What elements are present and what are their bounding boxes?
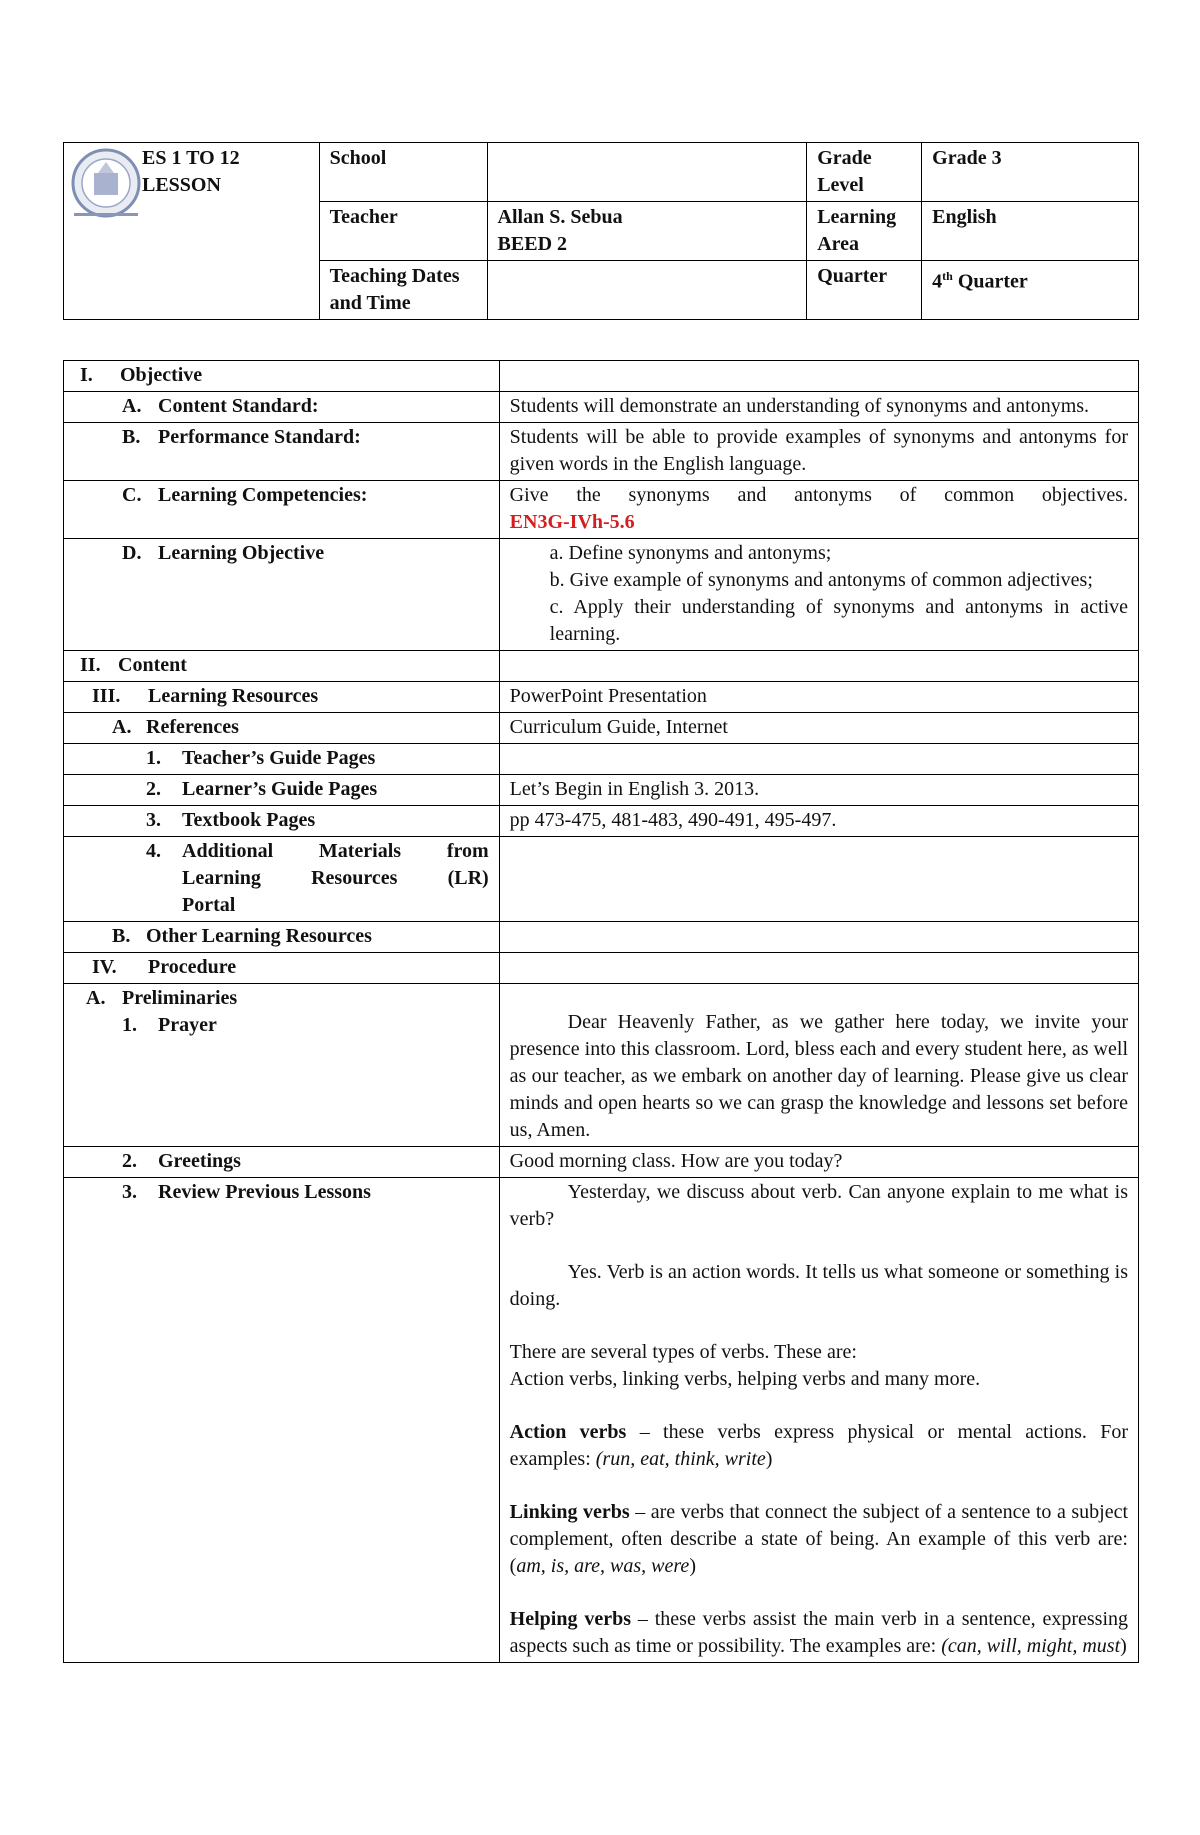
additional-materials-row: 4. Additional Materials from Learning Resources (LR) Portal <box>64 837 1139 922</box>
learners-guide-row: 2. Learner’s Guide Pages Let’s Begin in English 3. 2013. <box>64 775 1139 806</box>
teaching-dates-value <box>487 261 807 320</box>
greetings-text: Good morning class. How are you today? <box>499 1147 1138 1178</box>
objective-item: c. Apply their understanding of synonyms and antonyms in active learning. <box>549 596 1128 645</box>
grade-level-value: Grade 3 <box>922 143 1139 202</box>
header-title: ES 1 TO 12 LESSON <box>142 145 240 199</box>
performance-standard-value: Students will be able to provide examples of synonyms and antonyms for given words in the English language. <box>499 423 1138 481</box>
linking-verbs-term: Linking verbs <box>509 1501 630 1523</box>
learning-objective-row: D. Learning Objective a. Define synonyms and antonyms; b. Give example of synonyms and antonyms of common adjectives; c. Apply their understanding of synonyms and antonyms in active learning. <box>64 539 1139 651</box>
objective-item: a. Define synonyms and antonyms; <box>549 542 832 564</box>
competency-code: EN3G-IVh-5.6 <box>509 511 635 533</box>
performance-standard-row: B. Performance Standard: Students will be able to provide examples of synonyms and antonyms for given words in the English language. <box>64 423 1139 481</box>
content-row: II. Content <box>64 651 1139 682</box>
other-resources-row: B. Other Learning Resources <box>64 922 1139 953</box>
quarter-value: 4th Quarter <box>922 261 1139 320</box>
school-value <box>487 143 807 202</box>
prayer-text: Dear Heavenly Father, as we gather here today, we invite your presence into this classroom. Lord, bless each and every student here, as well as our teacher, as we embark on another day of learning. Please give us clear minds and open hearts so we can grasp the knowledge and lessons set before us, Amen. <box>499 984 1138 1147</box>
teacher-label: Teacher <box>319 202 487 261</box>
review-row: 3. Review Previous Lessons Yesterday, we discuss about verb. Can anyone explain to me what is verb? Yes. Verb is an action words. It tells us what someone or something is doing. There are several types of verbs. These are: Action verbs, linking verbs, helping verbs and many more. Action verbs – these verbs express physical or mental actions. For examples: (run, eat, think, write) Linking verbs – are verbs that connect the subject of a sentence to a subject complement, often describe a state of being. An example of this verb are: (am, is, are, was, were) Helping verbs – these verbs assist the main verb in a sentence, expressing aspects such as time or possibility. The examples are: (can, will, might, must) <box>64 1178 1139 1663</box>
grade-level-label: Grade Level <box>807 143 922 202</box>
helping-verbs-term: Helping verbs <box>509 1608 631 1630</box>
objective-heading: Objective <box>120 364 203 386</box>
learning-area-value: English <box>922 202 1139 261</box>
greetings-row: 2. Greetings Good morning class. How are you today? <box>64 1147 1139 1178</box>
action-verbs-term: Action verbs <box>509 1421 627 1443</box>
quarter-label: Quarter <box>807 261 922 320</box>
objective-row: I. Objective <box>64 361 1139 392</box>
header-logo-cell <box>64 143 320 320</box>
learning-area-label: Learning Area <box>807 202 922 261</box>
header-table <box>63 142 1139 320</box>
content-standard-value: Students will demonstrate an understanding of synonyms and antonyms. <box>499 392 1138 423</box>
learning-resources-row: III. Learning Resources PowerPoint Presentation <box>64 682 1139 713</box>
teacher-value: Allan S. Sebua BEED 2 <box>487 202 807 261</box>
learning-resources-value: PowerPoint Presentation <box>499 682 1138 713</box>
references-row: A. References Curriculum Guide, Internet <box>64 713 1139 744</box>
school-label: School <box>319 143 487 202</box>
deped-seal-icon <box>70 147 142 219</box>
review-text: Yesterday, we discuss about verb. Can anyone explain to me what is verb? Yes. Verb is an action words. It tells us what someone or something is doing. There are several types of verbs. These are: Action verbs, linking verbs, helping verbs and many more. Action verbs – these verbs express physical or mental actions. For examples: (run, eat, think, write) Linking verbs – are verbs that connect the subject of a sentence to a subject complement, often describe a state of being. An example of this verb are: (am, is, are, was, were) Helping verbs – these verbs assist the main verb in a sentence, expressing aspects such as time or possibility. The examples are: (can, will, might, must) <box>499 1178 1138 1663</box>
objective-item: b. Give example of synonyms and antonyms of common adjectives; <box>549 569 1093 591</box>
content-standard-row: A. Content Standard: Students will demonstrate an understanding of synonyms and antonyms. <box>64 392 1139 423</box>
textbook-pages-row: 3. Textbook Pages pp 473-475, 481-483, 490-491, 495-497. <box>64 806 1139 837</box>
learning-competencies-row: C. Learning Competencies: Give the synonyms and antonyms of common objectives. EN3G-IVh-5.6 <box>64 481 1139 539</box>
teachers-guide-row: 1. Teacher’s Guide Pages <box>64 744 1139 775</box>
teaching-dates-label: Teaching Dates and Time <box>319 261 487 320</box>
lesson-plan-table <box>63 360 1139 1663</box>
learning-competencies-value: Give the synonyms and antonyms of common objectives. EN3G-IVh-5.6 <box>499 481 1138 539</box>
references-value: Curriculum Guide, Internet <box>499 713 1138 744</box>
procedure-row: IV. Procedure <box>64 953 1139 984</box>
learning-objective-list <box>499 539 1138 651</box>
preliminaries-prayer-row: A. Preliminaries 1. Prayer Dear Heavenly Father, as we gather here today, we invite your presence into this classroom. Lord, bless each and every student here, as well as our teacher, as we embark on another day of learning. Please give us clear minds and open hearts so we can grasp the knowledge and lessons set before us, Amen. <box>64 984 1139 1147</box>
